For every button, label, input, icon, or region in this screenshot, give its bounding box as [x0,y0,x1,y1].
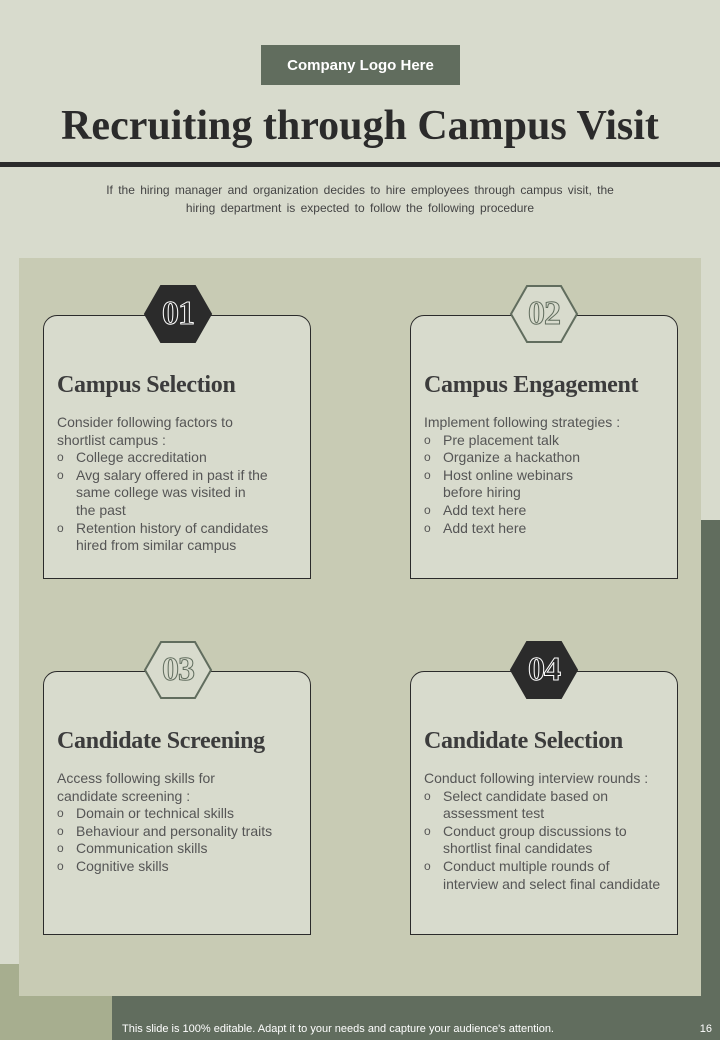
bullet-text: interview and select final candidate [443,875,661,892]
bullet-text: o Avg salary offered in past if the [76,466,268,483]
bullet-text: o Behaviour and personality traits [76,822,273,839]
card-lead-line: candidate screening : [57,787,191,804]
bullet-text: o Organize a hackathon [443,449,580,466]
step-card-3 [43,671,311,935]
bullet-item [57,858,307,876]
bullet-item [424,823,674,858]
bullet-text: same college was visited in [76,484,246,501]
step-card-4 [410,671,678,935]
bullet-text: shortlist final candidates [443,840,593,857]
title-divider [0,162,720,167]
bullet-text: o Communication skills [76,840,208,857]
step-card-1 [43,315,311,579]
card-bullet-list [57,449,307,555]
bullet-item [57,823,307,841]
step-number-badge-3 [143,640,213,700]
step-number-badge-1 [143,284,213,344]
content-panel [19,258,701,996]
card-heading: Candidate Screening [57,728,265,754]
bullet-text: o Conduct group discussions to [443,822,627,839]
bullet-text: o Add text here [443,501,527,518]
card-lead-line: Conduct following interview rounds : [424,770,649,786]
bullet-item [424,520,674,538]
step-number-badge-2 [509,284,579,344]
bullet-text: o Select candidate based on [443,787,609,804]
bullet-text: assessment test [443,805,545,822]
bullet-text: o College accreditation [76,449,207,466]
card-bullet-list [424,432,674,538]
bullet-item [57,840,307,858]
bullet-text: o Host online webinars [443,466,573,483]
bullet-item [424,858,674,893]
page-number: 16 [699,1023,712,1035]
card-heading: Candidate Selection [424,728,623,754]
intro-line-2: hiring department is expected to follow the following procedure [185,201,535,215]
card-body [424,414,674,537]
card-lead-line: Implement following strategies : [424,414,621,430]
step-number: 01 [162,295,194,332]
step-card-2 [410,315,678,579]
bullet-text: o Cognitive skills [76,857,169,874]
bullet-text: the past [76,501,126,518]
bullet-item [57,467,307,520]
step-number: 02 [528,295,560,332]
card-lead-line: Access following skills for [57,770,215,786]
bullet-item [424,449,674,467]
card-lead-line: Consider following factors to [57,414,233,430]
page-title: Recruiting through Campus Visit [61,103,659,149]
step-number: 04 [528,651,560,688]
card-bullet-list [424,788,674,894]
bullet-text: hired from similar campus [76,537,237,554]
card-bullet-list [57,805,307,875]
bullet-text: o Pre placement talk [443,431,559,448]
footer-note: This slide is 100% editable. Adapt it to your needs and capture your audience's attention. [122,1023,554,1035]
company-logo-placeholder: Company Logo Here [261,45,460,85]
card-body [57,770,307,876]
card-heading: Campus Selection [57,372,236,398]
bullet-item [57,520,307,555]
bullet-text: o Conduct multiple rounds of [443,857,610,874]
step-number-badge-4 [509,640,579,700]
intro-text [80,181,640,217]
bullet-text: o Retention history of candidates [76,519,269,536]
bullet-text: o Add text here [443,519,527,536]
bullet-item [424,788,674,823]
step-number: 03 [162,651,194,688]
bullet-item [57,805,307,823]
bullet-item [424,467,674,502]
bullet-text: before hiring [443,484,521,501]
bullet-item [424,502,674,520]
right-accent-bar [701,520,720,1040]
bullet-text: o Domain or technical skills [76,805,234,822]
card-body [57,414,307,555]
card-lead-line: shortlist campus : [57,431,166,448]
card-heading: Campus Engagement [424,372,639,398]
bullet-item [57,449,307,467]
bullet-item [424,432,674,450]
card-body [424,770,674,893]
intro-line-1: If the hiring manager and organization decides to hire employees through campus visit, the [106,183,614,197]
